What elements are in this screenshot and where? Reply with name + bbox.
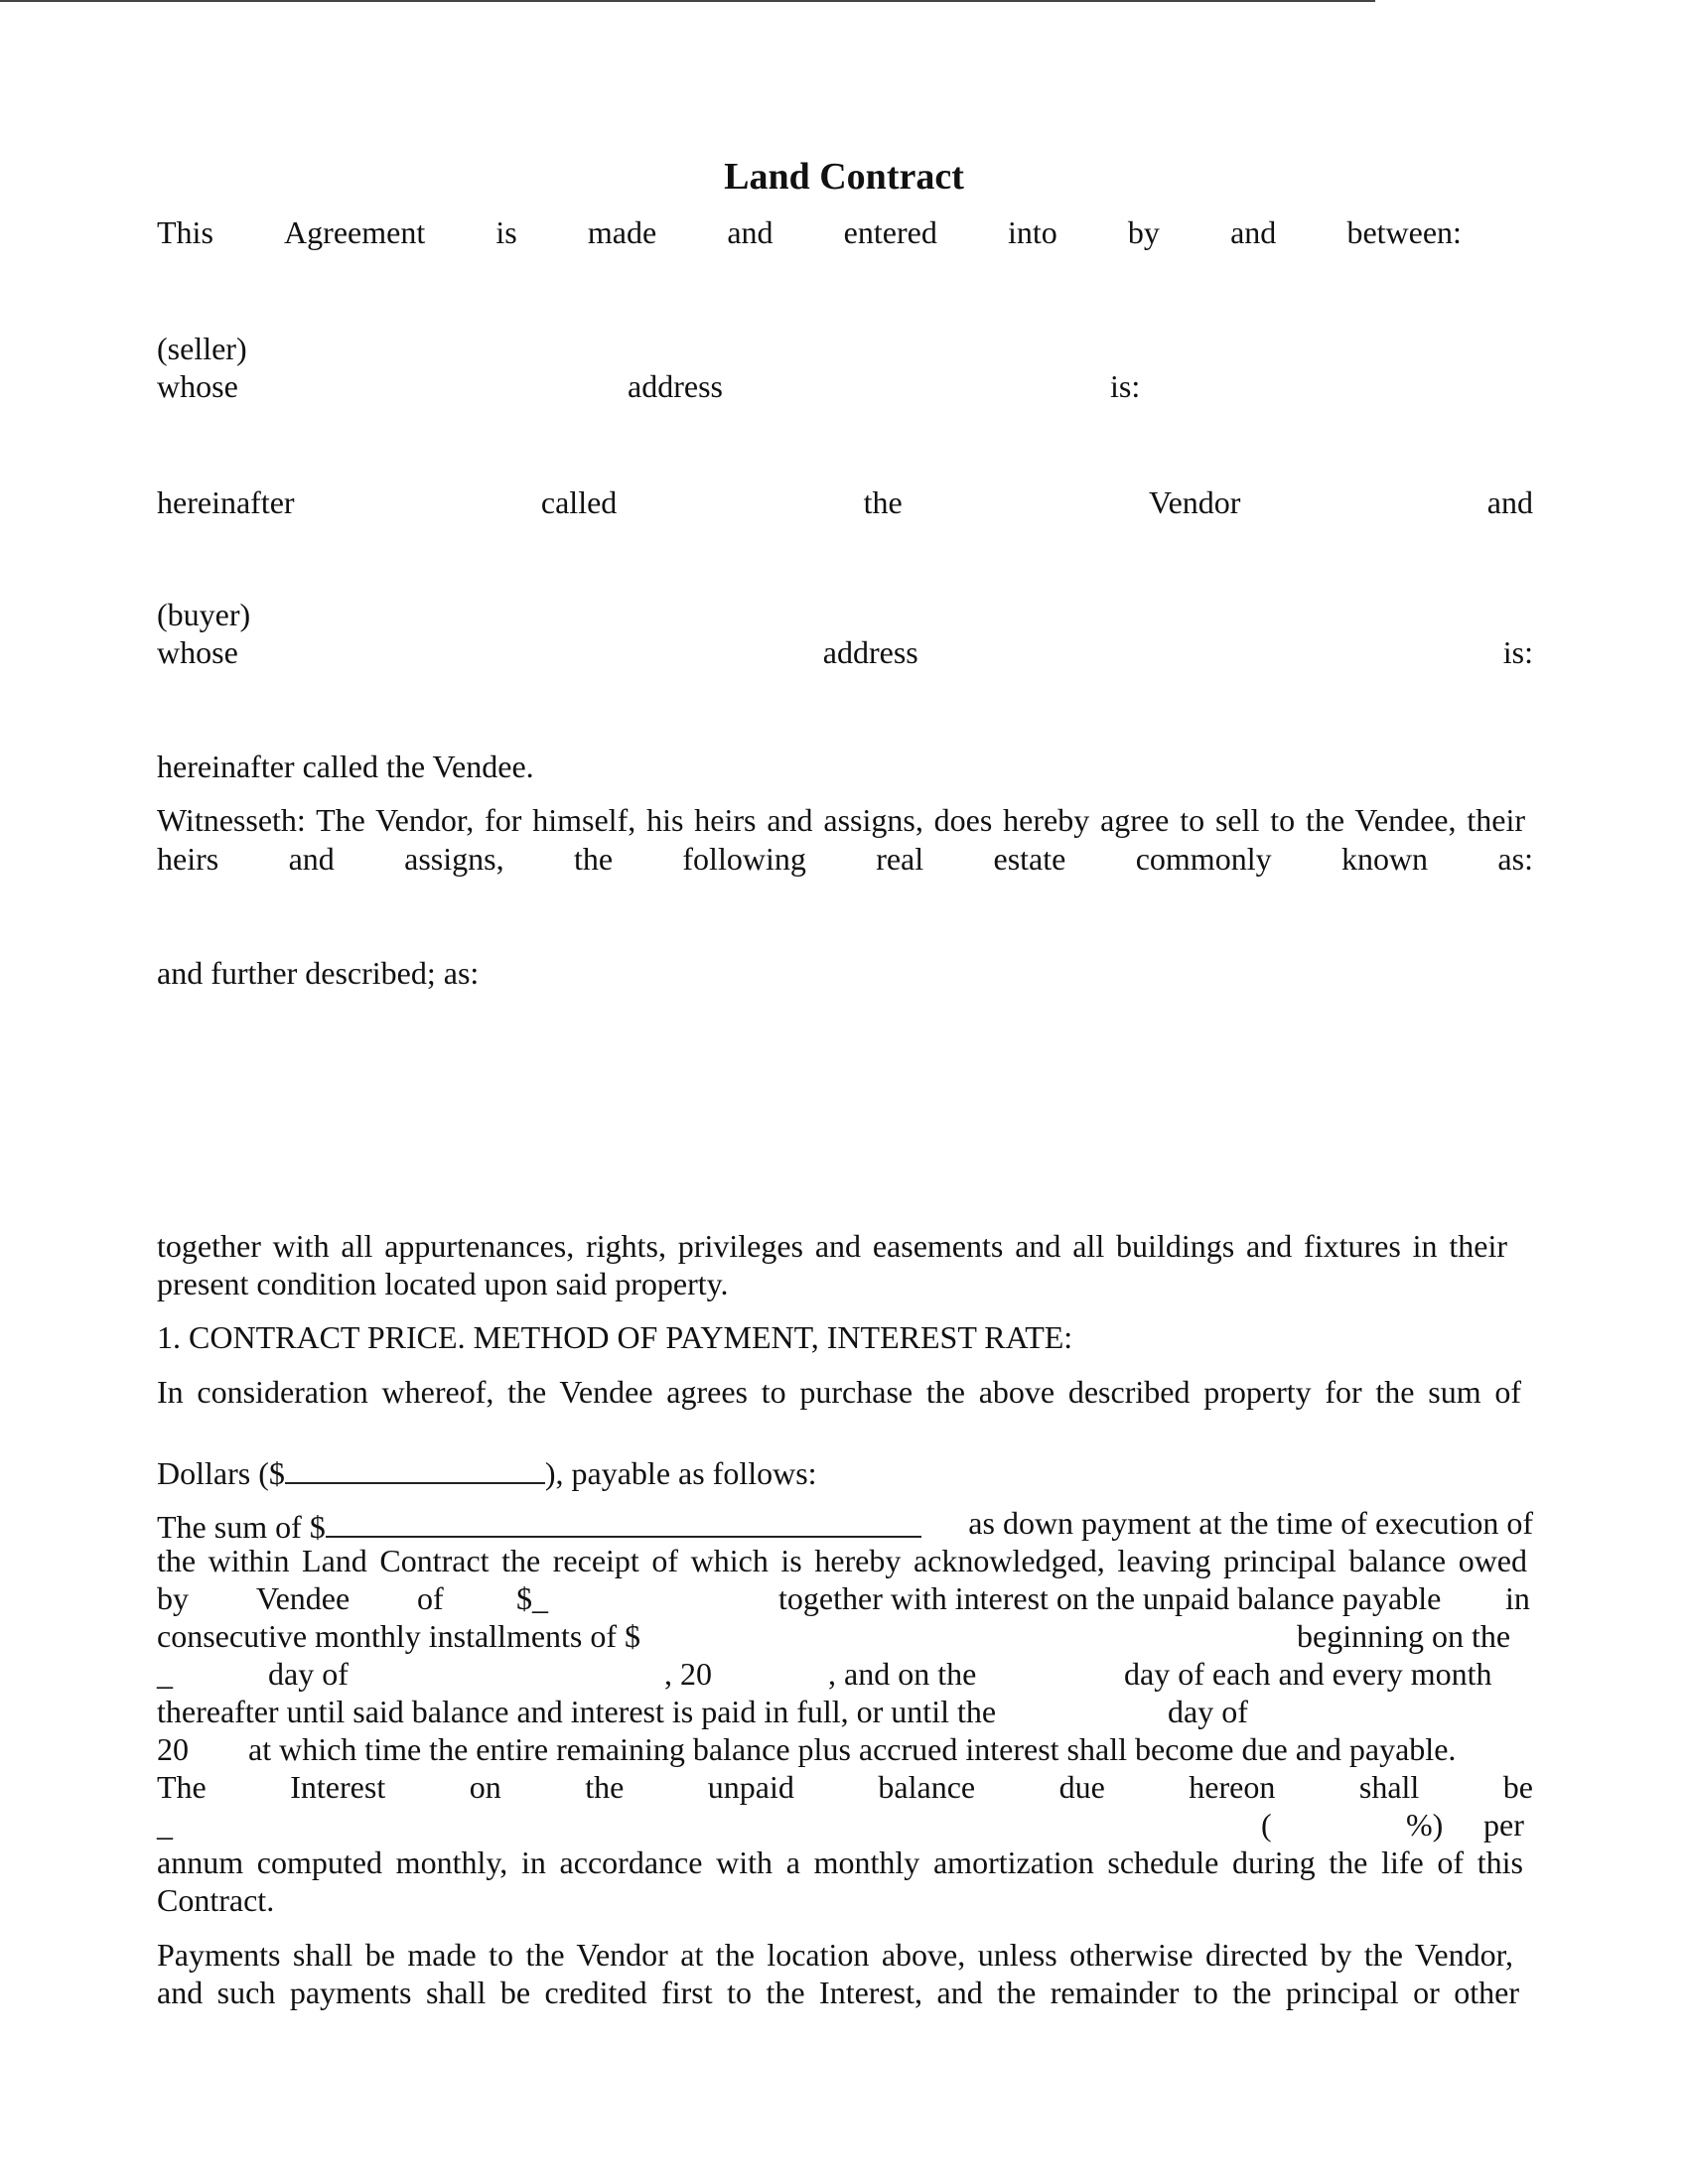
pl3-rest: together with interest on the unpaid balance payable (778, 1580, 1442, 1616)
interest-word: The (157, 1769, 207, 1805)
down-payment-field[interactable] (326, 1504, 921, 1538)
sum-prefix: The sum of $ (157, 1509, 326, 1545)
intro-word: and (727, 214, 774, 250)
intro-word: entered (843, 214, 937, 250)
dollars-suffix: ), payable as follows: (544, 1455, 817, 1491)
vendor-word: called (540, 484, 618, 520)
interest-word: be (1502, 1769, 1533, 1805)
interest-line (157, 1768, 1533, 1806)
witness-line-1: Witnesseth: The Vendor, for himself, his heirs and assigns, does hereby agree to sell to the Vendee, their (157, 802, 1525, 838)
witness-word: assigns, (404, 841, 504, 877)
witness-word: real (876, 841, 924, 877)
seller-whose: whose (157, 368, 238, 404)
pl5-andon: , and on the (828, 1656, 977, 1692)
buyer-is: is: (1502, 634, 1533, 670)
seller-is: is: (1110, 368, 1141, 404)
rate-open: ( (1261, 1807, 1272, 1843)
seller-label: (seller) (157, 331, 247, 366)
payments-line-2: and such payments shall be credited first to the Interest, and the remainder to the principal or other (157, 1975, 1519, 2010)
sum-suffix: as down payment at the time of execution of (968, 1505, 1533, 1541)
buyer-address-line (157, 633, 1533, 671)
interest-word: unpaid (707, 1769, 794, 1805)
interest-word: Interest (290, 1769, 386, 1805)
witness-word: known (1340, 841, 1429, 877)
interest-word: balance (878, 1769, 976, 1805)
sum-line (157, 1504, 921, 1546)
vendor-word: the (863, 484, 903, 520)
interest-word: hereon (1189, 1769, 1276, 1805)
dollars-prefix: Dollars ($ (157, 1455, 285, 1491)
payments-line-1: Payments shall be made to the Vendor at the location above, unless otherwise directed by the Vendor, (157, 1937, 1513, 1973)
pl5-20: , 20 (664, 1656, 712, 1692)
intro-word: and (1230, 214, 1277, 250)
contract-line: Contract. (157, 1882, 275, 1918)
pl6-dayof: day of (1168, 1694, 1248, 1729)
intro-word: into (1007, 214, 1057, 250)
pl5-dash: _ (157, 1656, 173, 1692)
vendee-line: hereinafter called the Vendee. (157, 749, 534, 784)
intro-line (157, 213, 1533, 251)
pl3-vendee: Vendee (256, 1580, 351, 1616)
witness-word: heirs (157, 841, 219, 877)
rate-per: per (1483, 1807, 1524, 1843)
rate-close: %) (1406, 1807, 1444, 1843)
interest-word: on (469, 1769, 501, 1805)
pl4-left: consecutive monthly installments of $ (157, 1618, 641, 1654)
further-described: and further described; as: (157, 955, 480, 991)
pl7-20: 20 (157, 1731, 189, 1767)
interest-word: due (1058, 1769, 1105, 1805)
pl7-rest: at which time the entire remaining balance plus accrued interest shall become due and payable. (248, 1731, 1457, 1767)
appurtenances-line-1: together with all appurtenances, rights, privileges and easements and all buildings and fixtures in their (157, 1228, 1507, 1264)
witness-word: as: (1497, 841, 1533, 877)
pl3-dollar: $_ (516, 1580, 548, 1616)
intro-word: between: (1346, 214, 1462, 250)
vendor-word: and (1486, 484, 1533, 520)
annum-line: annum computed monthly, in accordance with a monthly amortization schedule during the life of this (157, 1844, 1523, 1880)
pl3-in: in (1505, 1580, 1530, 1616)
pl3-of: of (417, 1580, 444, 1616)
buyer-label: (buyer) (157, 597, 251, 632)
appurtenances-line-2: present condition located upon said property. (157, 1266, 729, 1301)
witness-line-2 (157, 840, 1533, 878)
buyer-whose: whose (157, 634, 238, 670)
rate-dash: _ (157, 1807, 173, 1843)
witness-word: the (573, 841, 614, 877)
witness-word: commonly (1135, 841, 1272, 877)
witness-word: and (288, 841, 335, 877)
buyer-address: address (822, 634, 918, 670)
pl5-right: day of each and every month (1124, 1656, 1492, 1692)
section-1-heading: 1. CONTRACT PRICE. METHOD OF PAYMENT, INTEREST RATE: (157, 1319, 1073, 1355)
interest-word: the (585, 1769, 625, 1805)
intro-word: made (587, 214, 657, 250)
dollars-amount-field[interactable] (285, 1450, 545, 1484)
pl5-dayof: day of (268, 1656, 349, 1692)
dollars-line (157, 1450, 817, 1492)
intro-word: by (1127, 214, 1160, 250)
pl4-right: beginning on the (1297, 1618, 1511, 1654)
vendor-word: hereinafter (157, 484, 295, 520)
pl3-by: by (157, 1580, 189, 1616)
pl6-left: thereafter until said balance and interest is paid in full, or until the (157, 1694, 997, 1729)
interest-word: shall (1358, 1769, 1420, 1805)
payment-line-2: the within Land Contract the receipt of which is hereby acknowledged, leaving principal balance owed (157, 1543, 1527, 1578)
seller-address: address (628, 368, 723, 404)
document-title: Land Contract (724, 156, 964, 198)
witness-word: following (682, 841, 806, 877)
vendor-word: Vendor (1149, 484, 1241, 520)
intro-word: is (495, 214, 517, 250)
intro-word: This (157, 214, 213, 250)
witness-word: estate (993, 841, 1066, 877)
intro-word: Agreement (284, 214, 426, 250)
hereinafter-vendor-line (157, 483, 1533, 521)
consideration-line: In consideration whereof, the Vendee agrees to purchase the above described property for the sum of (157, 1374, 1521, 1410)
